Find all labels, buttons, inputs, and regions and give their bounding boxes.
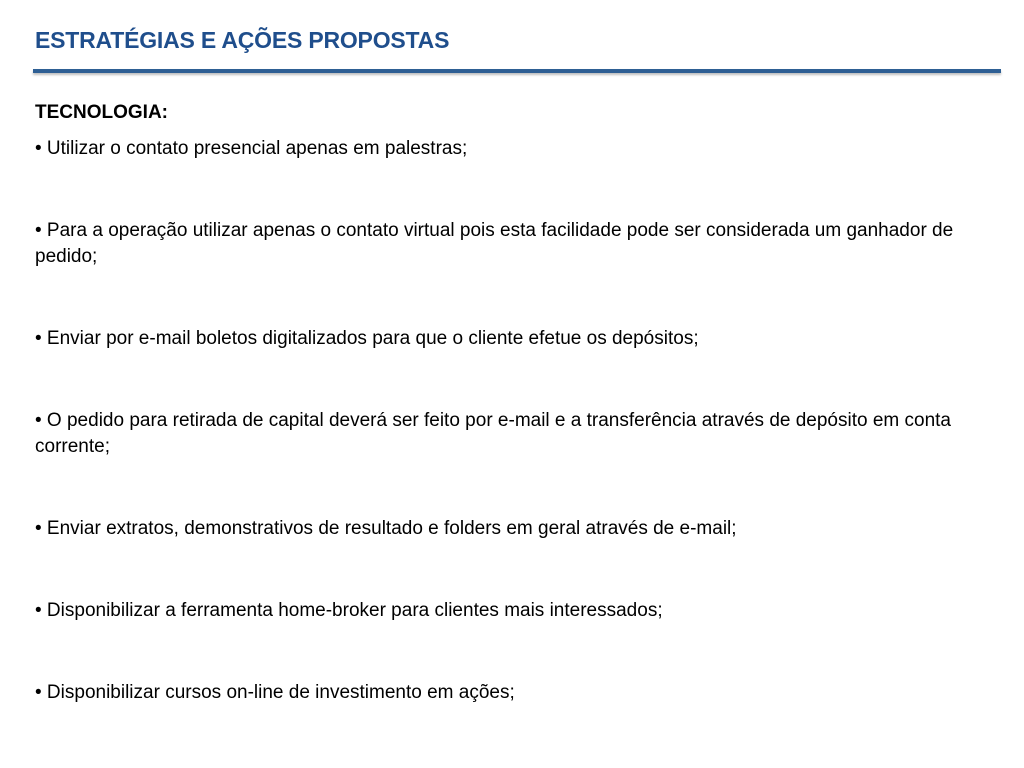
section-heading: TECNOLOGIA: — [35, 102, 168, 123]
bullet-item: • Utilizar o contato presencial apenas em palestras; — [35, 138, 468, 159]
bullet-item: • Disponibilizar a ferramenta home-broker para clientes mais interessados; — [35, 600, 663, 621]
bullet-list — [35, 136, 1010, 706]
bullet-item: • Para a operação utilizar apenas o contato virtual pois esta facilidade pode ser considerada um ganhador de pedido; — [35, 220, 954, 267]
bullet-item: • Enviar por e-mail boletos digitalizados para que o cliente efetue os depósitos; — [35, 328, 699, 349]
slide-title: ESTRATÉGIAS E AÇÕES PROPOSTAS — [35, 27, 450, 53]
bullet-item: • O pedido para retirada de capital deverá ser feito por e-mail e a transferência através de depósito em conta corrente; — [35, 410, 951, 457]
title-divider — [33, 69, 1001, 73]
bullet-item: • Enviar extratos, demonstrativos de resultado e folders em geral através de e-mail; — [35, 518, 737, 539]
bullet-item: • Disponibilizar cursos on-line de investimento em ações; — [35, 682, 515, 703]
slide-content — [35, 100, 1010, 706]
